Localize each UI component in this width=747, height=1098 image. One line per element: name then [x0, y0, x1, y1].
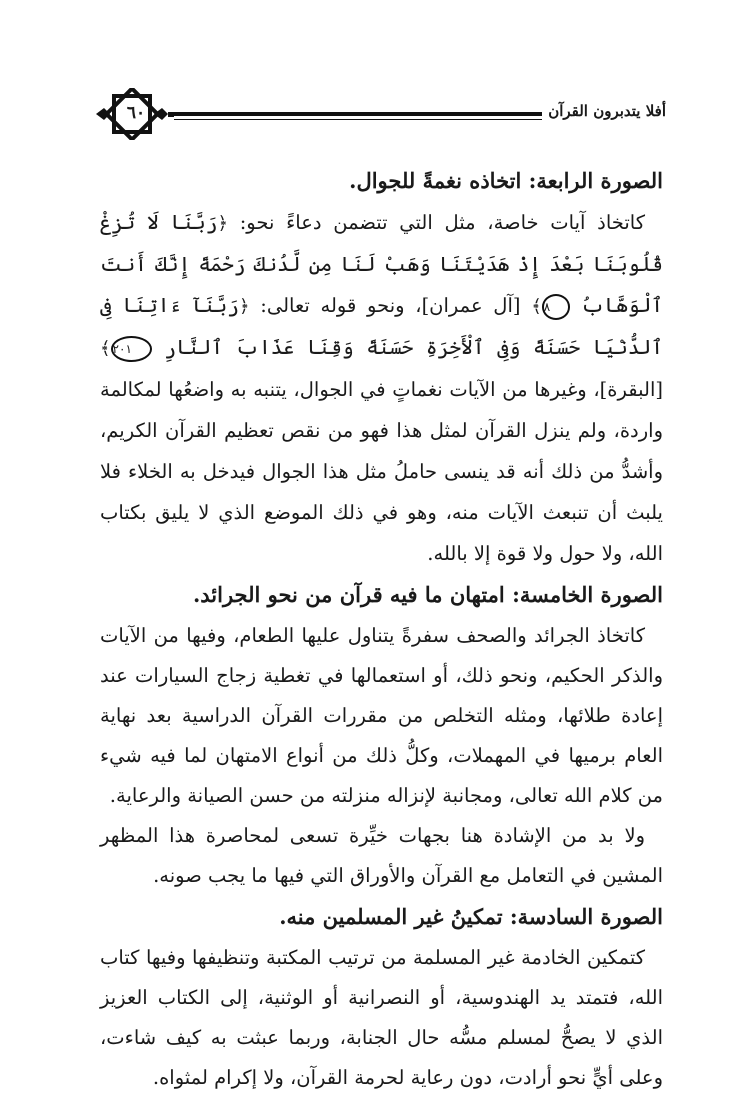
section-5-paragraph-2: ولا بد من الإشادة هنا بجهات خيِّرة تسعى لمحاصرة هذا المظهر المشين في التعامل مع القرآن والأوراق التي فيها ما يجب صونه.	[100, 824, 663, 887]
text-run: [البقرة]، وغيرها من الآيات نغماتٍ في الجوال، يتنبه به واضعُها لمكالمة واردة، ولم ينزل القرآن لمثل هذا فهو من نقص تعظيم القرآن الكريم، وأشدُّ من ذلك أنه قد ينسى حاملُ مثل هذا الجوال فيدخل به الخلاء فلا يلبث أن تنبعث الآيات منه، وهو في ذلك الموضع الذي لا يليق بكتاب الله، ولا حول ولا قوة إلا بالله.	[100, 378, 663, 565]
quran-close-bracket: ﴾	[100, 338, 111, 359]
quran-close-bracket: ﴾	[531, 296, 542, 317]
ayah-number-badge: ٨	[542, 294, 570, 320]
quran-open-bracket: ﴿	[238, 296, 250, 317]
section-heading-5: الصورة الخامسة: امتهان ما فيه قرآن من نحو الجرائد.	[192, 582, 663, 607]
page-number: ٦٠	[126, 103, 146, 123]
quran-open-bracket: ﴿	[217, 213, 229, 234]
page-body	[100, 160, 663, 1098]
running-title: أفلا يتدبرون القرآن	[542, 102, 672, 120]
text-run: كاتخاذ آيات خاصة، مثل التي تتضمن دعاءً نحو:	[228, 211, 645, 234]
section-heading-4: الصورة الرابعة: اتخاذه نغمةً للجوال.	[349, 168, 663, 193]
section-4-paragraph	[100, 202, 663, 574]
section-heading-6: الصورة السادسة: تمكينُ غير المسلمين منه.	[279, 904, 663, 929]
page-header	[98, 88, 666, 140]
quran-verse-al-baqarah: رَبَّنَآ ءَاتِنَا فِى ٱلدُّنْيَا حَسَنَةً وَفِى ٱلْأَخِرَةِ حَسَنَةً وَقِنَا عَذَابَ ٱلنَّارِ	[100, 293, 663, 359]
quran-verse-al-imran: رَبَّنَا لَا تُزِغْ قُلُوبَنَا بَعْدَ إِذْ هَدَيْتَنَا وَهَبْ لَنَا مِن لَّدُنكَ رَحْمَةً إِنَّكَ أَنتَ ٱلْوَهَّابُ	[100, 210, 663, 317]
section-6-paragraph: كتمكين الخادمة غير المسلمة من ترتيب المكتبة وتنظيفها وفيها كتاب الله، فتمتد يد الهندوسية، أو النصرانية أو الوثنية، إلى الكتاب العزيز الذي لا يصحُّ لمسلم مسُّه حال الجنابة، وربما عبثت به كيف شاءت، وعلى أيٍّ نحو أرادت، دون رعاية لحرمة القرآن، ولا إكرام لمثواه.	[100, 946, 663, 1089]
ayah-number-badge: ٢٠١	[111, 336, 152, 362]
section-5-paragraph-1: كاتخاذ الجرائد والصحف سفرةً يتناول عليها الطعام، وفيها من الآيات والذكر الحكيم، ونحو ذلك، أو استعمالها في تغطية زجاج السيارات عند إعادة طلائها، ومثله التخلص من مقررات القرآن الدراسية بعد نهاية العام برميها في المهملات، وكلُّ ذلك من أنواع الامتهان لما فيه شيء من كلام الله تعالى، ومجانبة لإنزاله منزلته من حسن الصيانة والرعاية.	[100, 624, 663, 807]
text-run: [آل عمران]، ونحو قوله تعالى:	[249, 294, 532, 317]
